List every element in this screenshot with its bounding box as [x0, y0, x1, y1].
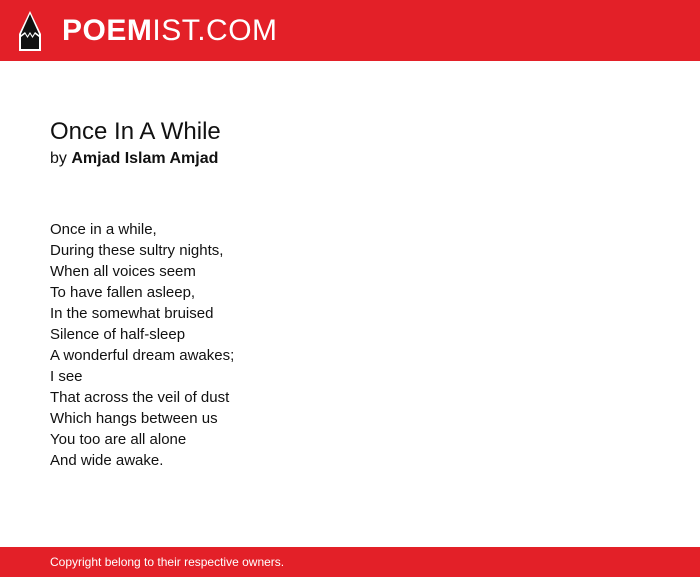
poem-line: Once in a while, [50, 221, 157, 238]
poem-line: During these sultry nights, [50, 242, 224, 259]
poem-line: That across the veil of dust [50, 389, 230, 406]
poem-line: A wonderful dream awakes; [50, 347, 235, 364]
site-header [0, 0, 700, 61]
poem-line: To have fallen asleep, [50, 284, 196, 301]
poem-line: Silence of half-sleep [50, 326, 186, 343]
poem-line: You too are all alone [50, 431, 187, 448]
poem-line: I see [50, 368, 83, 385]
logo-light-part: IST.COM [152, 13, 278, 47]
poem-line: And wide awake. [50, 452, 164, 469]
copyright-text: Copyright belong to their respective owners. [50, 555, 285, 569]
poem-line: Which hangs between us [50, 410, 218, 427]
poem-line: When all voices seem [50, 263, 196, 280]
site-footer [0, 547, 700, 577]
pencil-tip-icon [18, 10, 42, 52]
author-link[interactable]: Amjad Islam Amjad [71, 150, 219, 167]
site-logo-text [62, 13, 278, 47]
poem-content [50, 117, 650, 471]
poem-body [50, 219, 650, 471]
site-logo-link[interactable] [18, 0, 278, 61]
by-label: by [50, 150, 67, 167]
poem-byline [50, 149, 650, 169]
poem-title: Once In A While [50, 118, 221, 145]
poem-line: In the somewhat bruised [50, 305, 214, 322]
logo-bold-part: POEM [62, 13, 153, 47]
